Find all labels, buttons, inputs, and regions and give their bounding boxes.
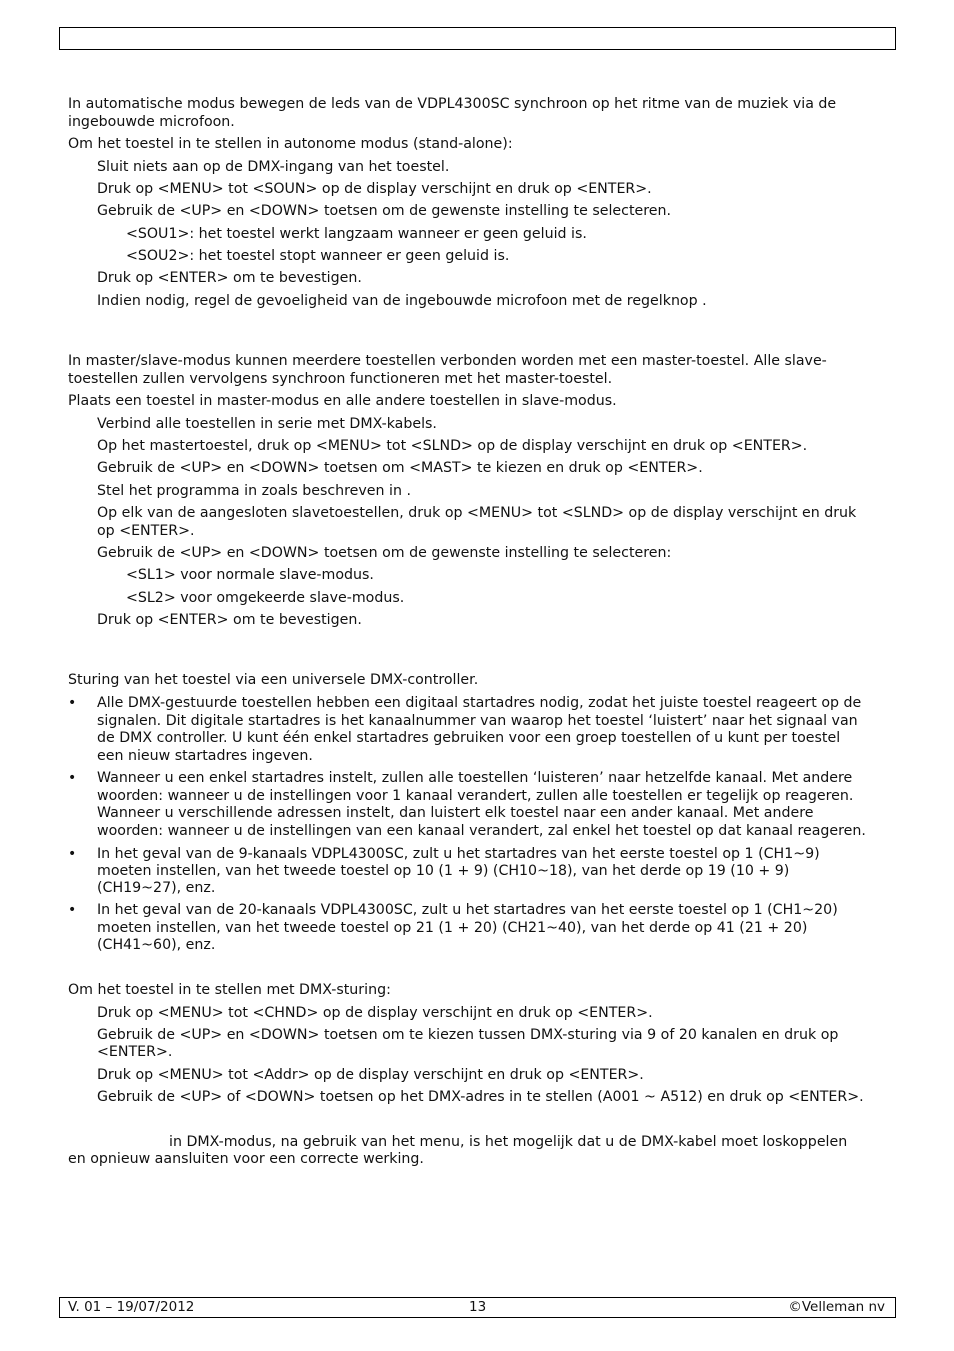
- dmx-bullet-1-line4: een nieuw startadres ingeven.: [97, 748, 313, 764]
- master-step-5-line2: op <ENTER>.: [97, 523, 195, 539]
- dmx-bullet-4-line3: (CH41~60), enz.: [97, 937, 216, 953]
- dmx-step-4: Gebruik de <UP> of <DOWN> toetsen op het DMX-adres in te stellen (A001 ~ A512) en druk op <ENTER>.: [97, 1089, 864, 1105]
- auto-setup-intro: Om het toestel in te stellen in autonome modus (stand-alone):: [68, 136, 513, 152]
- master-setup-intro: Plaats een toestel in master-modus en alle andere toestellen in slave-modus.: [68, 393, 617, 409]
- bullet-marker: •: [68, 770, 77, 786]
- master-step-5-line1: Op elk van de aangesloten slavetoestellen, druk op <MENU> tot <SLND> op de display verschijnt en druk: [97, 505, 857, 521]
- auto-step-2: Druk op <MENU> tot <SOUN> op de display verschijnt en druk op <ENTER>.: [97, 181, 652, 197]
- bullet-marker: •: [68, 902, 77, 918]
- master-step-2: Op het mastertoestel, druk op <MENU> tot <SLND> op de display verschijnt en druk op <ENTER>.: [97, 438, 808, 454]
- auto-step-3: Gebruik de <UP> en <DOWN> toetsen om de gewenste instelling te selecteren.: [97, 203, 671, 219]
- dmx-bullet-2-line1: Wanneer u een enkel startadres instelt, zullen alle toestellen ‘luisteren’ naar hetzelfde kanaal. Met andere: [97, 770, 853, 786]
- auto-step-5: Indien nodig, regel de gevoeligheid van de ingebouwde microfoon met de regelknop .: [97, 293, 707, 309]
- dmx-note-line2: en opnieuw aansluiten voor een correcte werking.: [68, 1151, 424, 1167]
- master-paragraph-line2: toestellen zullen vervolgens synchroon functioneren met het master-toestel.: [68, 371, 613, 387]
- auto-paragraph-line2: ingebouwde microfoon.: [68, 114, 235, 130]
- dmx-bullet-1-line2: signalen. Dit digitale startadres is het kanaalnummer van waarop het toestel ‘luistert’ naar het signaal van: [97, 713, 858, 729]
- footer-version: V. 01 – 19/07/2012: [68, 1299, 195, 1315]
- dmx-bullet-1-line1: Alle DMX-gestuurde toestellen hebben een digitaal startadres nodig, zodat het juiste toestel reageert op de: [97, 695, 862, 711]
- auto-step-4: Druk op <ENTER> om te bevestigen.: [97, 270, 362, 286]
- auto-paragraph-line1: In automatische modus bewegen de leds van de VDPL4300SC synchroon op het ritme van de muziek via de: [68, 96, 837, 112]
- auto-step-1: Sluit niets aan op de DMX-ingang van het toestel.: [97, 159, 450, 175]
- dmx-intro: Sturing van het toestel via een universele DMX-controller.: [68, 672, 479, 688]
- dmx-step-1: Druk op <MENU> tot <CHND> op de display verschijnt en druk op <ENTER>.: [97, 1005, 653, 1021]
- page-header-box: [59, 27, 896, 50]
- dmx-bullet-2-line2: woorden: wanneer u de instellingen voor 1 kanaal verandert, zullen alle toestellen er tegelijk op reageren.: [97, 788, 854, 804]
- master-step-6-option-a: <SL1> voor normale slave-modus.: [126, 567, 374, 583]
- master-step-7: Druk op <ENTER> om te bevestigen.: [97, 612, 362, 628]
- master-step-1: Verbind alle toestellen in serie met DMX-kabels.: [97, 416, 437, 432]
- auto-step-3-option-a: <SOU1>: het toestel werkt langzaam wanneer er geen geluid is.: [126, 226, 587, 242]
- dmx-bullet-2-line4: woorden: wanneer u de instellingen van een kanaal verandert, zal enkel het toestel op dat kanaal reageren.: [97, 823, 866, 839]
- dmx-bullet-3-line3: (CH19~27), enz.: [97, 880, 216, 896]
- dmx-note-line1: in DMX-modus, na gebruik van het menu, is het mogelijk dat u de DMX-kabel moet loskoppelen: [169, 1134, 848, 1150]
- master-paragraph-line1: In master/slave-modus kunnen meerdere toestellen verbonden worden met een master-toestel. Alle slave-: [68, 353, 827, 369]
- dmx-bullet-2-line3: Wanneer u verschillende adressen instelt, dan luistert elk toestel naar een ander kanaal. Met andere: [97, 805, 814, 821]
- dmx-step-3: Druk op <MENU> tot <Addr> op de display verschijnt en druk op <ENTER>.: [97, 1067, 644, 1083]
- dmx-step-2-line1: Gebruik de <UP> en <DOWN> toetsen om te kiezen tussen DMX-sturing via 9 of 20 kanalen en druk op: [97, 1027, 839, 1043]
- master-step-6-option-b: <SL2> voor omgekeerde slave-modus.: [126, 590, 405, 606]
- dmx-setup-intro: Om het toestel in te stellen met DMX-sturing:: [68, 982, 391, 998]
- dmx-bullet-3-line1: In het geval van de 9-kanaals VDPL4300SC, zult u het startadres van het eerste toestel op 1 (CH1~9): [97, 846, 820, 862]
- bullet-marker: •: [68, 695, 77, 711]
- dmx-bullet-4-line1: In het geval van de 20-kanaals VDPL4300SC, zult u het startadres van het eerste toestel op 1 (CH1~20): [97, 902, 838, 918]
- dmx-step-2-line2: <ENTER>.: [97, 1044, 173, 1060]
- auto-step-3-option-b: <SOU2>: het toestel stopt wanneer er geen geluid is.: [126, 248, 510, 264]
- dmx-bullet-1-line3: de DMX controller. U kunt één enkel startadres gebruiken voor een groep toestellen of u kunt per toestel: [97, 730, 841, 746]
- bullet-marker: •: [68, 846, 77, 862]
- footer-page-number: 13: [469, 1299, 487, 1315]
- master-step-3: Gebruik de <UP> en <DOWN> toetsen om <MAST> te kiezen en druk op <ENTER>.: [97, 460, 703, 476]
- dmx-bullet-3-line2: moeten instellen, van het tweede toestel op 10 (1 + 9) (CH10~18), van het derde op 19 (10 + 9): [97, 863, 790, 879]
- footer-copyright: ©Velleman nv: [788, 1299, 885, 1315]
- dmx-bullet-4-line2: moeten instellen, van het tweede toestel op 21 (1 + 20) (CH21~40), van het derde op 41 (21 + 20): [97, 920, 808, 936]
- master-step-4: Stel het programma in zoals beschreven in .: [97, 483, 411, 499]
- master-step-6: Gebruik de <UP> en <DOWN> toetsen om de gewenste instelling te selecteren:: [97, 545, 672, 561]
